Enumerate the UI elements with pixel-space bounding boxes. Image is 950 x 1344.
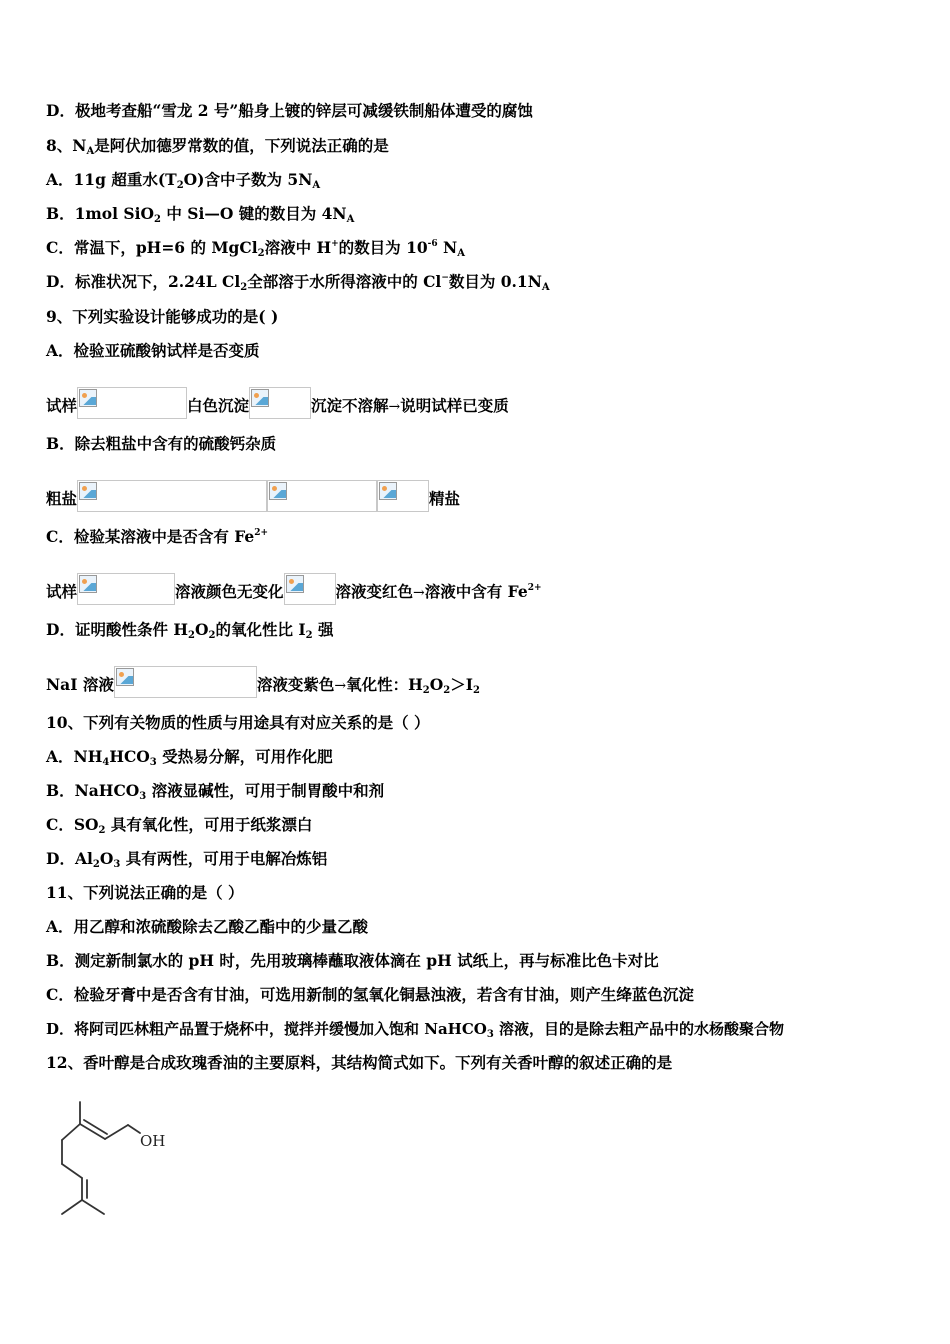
broken-image-icon [377,480,429,512]
q9-option-c: C．检验某溶液中是否含有 $Fe^{2+}$ [46,527,269,546]
broken-image-icon [284,573,336,605]
broken-image-icon [114,666,257,698]
option-d-text: D．极地考查船“雪龙 2 号”船身上镀的锌层可减缓铁制船体遭受的腐蚀 [46,101,533,120]
q8-option-d: D．标准状况下，2.24L $Cl_2$全部溶于水所得溶液中的 Cl−数目为 $0.1N_A$ [46,272,550,293]
q9-option-d: D．证明酸性条件 $H_2O_2$的氧化性比 $I_2$ 强 [46,620,334,641]
q9b-flow: 粗盐 精盐 [46,480,460,512]
q10-option-b: B．NaHCO$_3$ 溶液显碱性，可用于制胃酸中和剂 [46,781,385,802]
q11-option-a: A．用乙醇和浓硫酸除去乙酸乙酯中的少量乙酸 [46,917,369,936]
question-9: 9、下列实验设计能够成功的是( ) [46,307,279,326]
q11-option-b: B．测定新制氯水的 pH 时，先用玻璃棒蘸取液体滴在 pH 试纸上，再与标准比色卡对比 [46,951,659,970]
q9-option-a: A．检验亚硫酸钠试样是否变质 [46,341,260,360]
q10-option-d: D．$Al_2O_3$ 具有两性，可用于电解冶炼铝 [46,849,328,870]
q8-option-b: B．1mol SiO$_2$ 中 Si—O 键的数目为 $4N_A$ [46,204,355,225]
broken-image-icon [77,480,267,512]
question-12: 12、香叶醇是合成玫瑰香油的主要原料，其结构简式如下。下列有关香叶醇的叙述正确的是 [46,1053,673,1072]
question-8: 8、$N_A$是阿伏加德罗常数的值，下列说法正确的是 [46,136,389,157]
oh-label: OH [140,1132,166,1150]
question-11: 11、下列说法正确的是（ ） [46,883,244,902]
q9-option-b: B．除去粗盐中含有的硫酸钙杂质 [46,434,277,453]
broken-image-icon [267,480,377,512]
q10-option-c: C．$SO_2$ 具有氧化性，可用于纸浆漂白 [46,815,313,836]
broken-image-icon [77,573,175,605]
question-10: 10、下列有关物质的性质与用途具有对应关系的是（ ） [46,713,430,732]
broken-image-icon [77,387,187,419]
q10-option-a: A．$NH_4HCO_3$ 受热易分解，可用作化肥 [46,747,333,768]
broken-image-icon [249,387,311,419]
q11-option-c: C．检验牙膏中是否含有甘油，可选用新制的氢氧化铜悬浊液，若含有甘油，则产生绛蓝色沉淀 [46,985,694,1004]
q9a-flow: 试样 白色沉淀 沉淀不溶解→说明试样已变质 [46,387,509,419]
q9d-flow: NaI 溶液 溶液变紫色→氧化性：$H_2O_2>I_2$ [46,666,480,698]
q9c-flow: 试样 溶液颜色无变化 溶液变红色→溶液中含有 $Fe^{2+}$ [46,573,542,605]
q8-option-c: C．常温下，pH=6 的 MgCl$_2$溶液中 H+的数目为 $10^{-6}$ $N_A$ [46,238,465,259]
geraniol-structure [40,1092,180,1227]
q11-option-d: D．将阿司匹林粗产品置于烧杯中，搅拌并缓慢加入饱和 NaHCO$_3$ 溶液，目的是除去粗产品中的水杨酸聚合物 [46,1020,785,1040]
q8-option-a: A．11g 超重水$(T_2O)$含中子数为 $5N_A$ [46,170,321,191]
